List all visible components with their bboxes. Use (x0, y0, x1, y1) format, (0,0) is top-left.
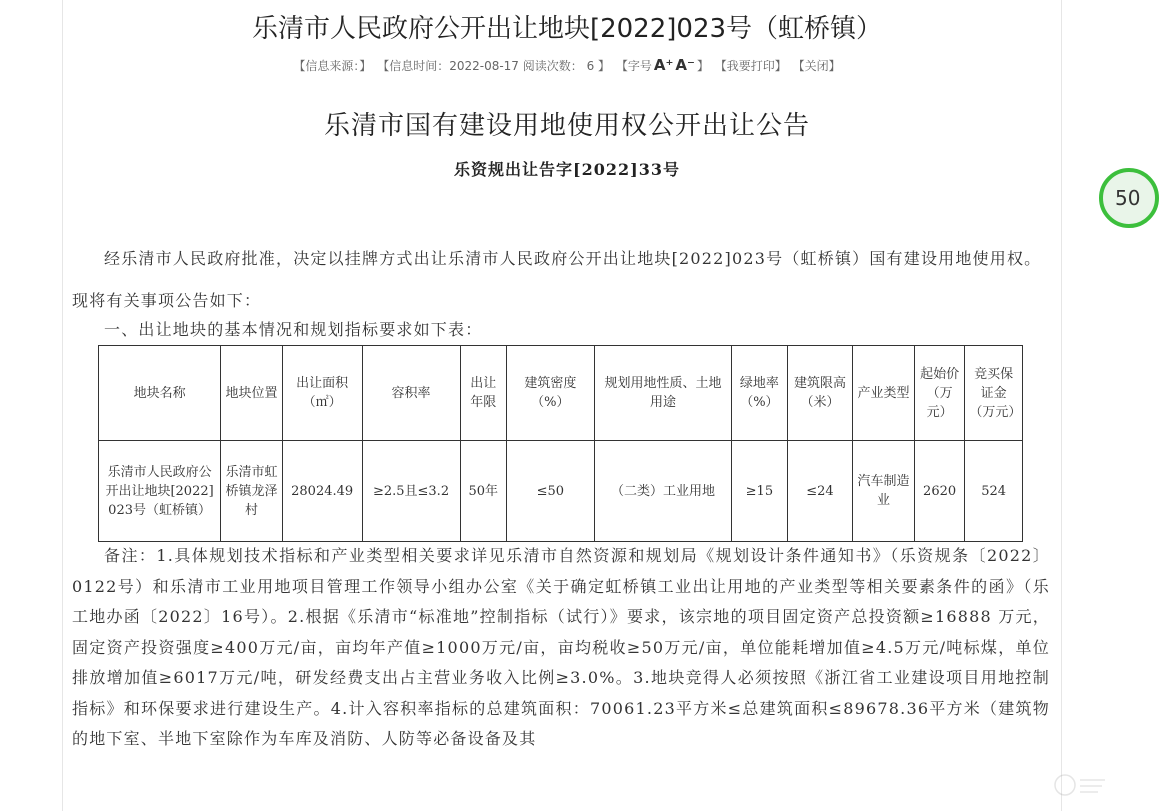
header-industry-type: 产业类型 (853, 346, 915, 441)
notice-title: 乐清市国有建设用地使用权公开出让公告 (323, 111, 810, 141)
header-height-limit: 建筑限高（米） (787, 346, 853, 441)
header-land-use: 规划用地性质、土地用途 (594, 346, 731, 441)
cell-industry-type: 汽车制造业 (853, 441, 915, 542)
intro-paragraph: 经乐清市人民政府批准，决定以挂牌方式出让乐清市人民政府公开出让地块[2022]023号（虹桥镇）国有建设用地使用权。现将有关事项公告如下： (72, 249, 1042, 310)
font-increase-button[interactable]: A⁺ (653, 56, 674, 74)
header-area: 出让面积（㎡） (282, 346, 362, 441)
cell-land-use: （二类）工业用地 (594, 441, 731, 542)
info-time: 【信息时间：2022-08-17 阅读次数： 6 】 (377, 59, 611, 73)
cell-height-limit: ≤24 (787, 441, 853, 542)
header-location: 地块位置 (221, 346, 283, 441)
meta-bar (0, 56, 1134, 74)
notes-paragraph: 备注：1.具体规划技术指标和产业类型相关要求详见乐清市自然资源和规划局《规划设计条件通知书》（乐资规条〔2022〕0122号）和乐清市工业用地项目管理工作领导小组办公室《关于确定虹桥镇工业出让用地的产业类型等相关要素条件的函》（乐工地办函〔2022〕16号）。2.根据《乐清市“标准地”控制指标（试行）》要求，该宗地的项目固定资产总投资额≥16888 万元，固定资产投资强度≥400万元/亩，亩均年产值≥1000万元/亩，亩均税收≥50万元/亩，单位能耗增加值≥4.5万元/吨标煤，单位排放增加值≥6017万元/吨，研发经费支出占主营业务收入比例≥3.0%。3.地块竞得人必须按照《浙江省工业建设项目用地控制指标》和环保要求进行建设生产。4.计入容积率指标的总建筑面积：70061.23平方米≤总建筑面积≤89678.36平方米（建筑物的地下室、半地下室除作为车库及消防、人防等必备设备及其 (72, 546, 1050, 748)
header-plot-ratio: 容积率 (362, 346, 460, 441)
table-header-row (99, 346, 1023, 441)
cell-term: 50年 (460, 441, 506, 542)
cell-location: 乐清市虹桥镇龙泽村 (221, 441, 283, 542)
table-row (99, 441, 1023, 542)
document-number: 乐资规出让告字[2022]33号 (454, 160, 680, 179)
header-start-price: 起始价（万元） (914, 346, 964, 441)
progress-value: 50 (1115, 186, 1141, 210)
section-heading: 一、出让地块的基本情况和规划指标要求如下表： (104, 320, 483, 339)
close-link[interactable]: 【关闭】 (792, 59, 841, 73)
cell-start-price: 2620 (914, 441, 964, 542)
font-size-close: 】 (696, 59, 709, 73)
info-source: 【信息来源：】 (293, 59, 372, 73)
reading-progress-badge[interactable] (1099, 168, 1159, 228)
print-link[interactable]: 【我要打印】 (714, 59, 787, 73)
header-green-ratio: 绿地率（%） (732, 346, 788, 441)
cell-green-ratio: ≥15 (732, 441, 788, 542)
cell-plot-ratio: ≥2.5且≤3.2 (362, 441, 460, 542)
font-size-label: 【字号 (615, 59, 652, 73)
header-term: 出让年限 (460, 346, 506, 441)
cell-plot-name: 乐清市人民政府公开出让地块[2022]023号（虹桥镇） (99, 441, 221, 542)
watermark-logo-icon (1050, 770, 1110, 800)
header-plot-name: 地块名称 (99, 346, 221, 441)
cell-deposit: 524 (965, 441, 1023, 542)
font-decrease-button[interactable]: A⁻ (675, 56, 695, 74)
header-deposit: 竞买保证金（万元） (965, 346, 1023, 441)
header-building-density: 建筑密度（%） (506, 346, 594, 441)
cell-building-density: ≤50 (506, 441, 594, 542)
article-title: 乐清市人民政府公开出让地块[2022]023号（虹桥镇） (251, 14, 883, 44)
cell-area: 28024.49 (282, 441, 362, 542)
land-plot-table (98, 345, 1023, 542)
